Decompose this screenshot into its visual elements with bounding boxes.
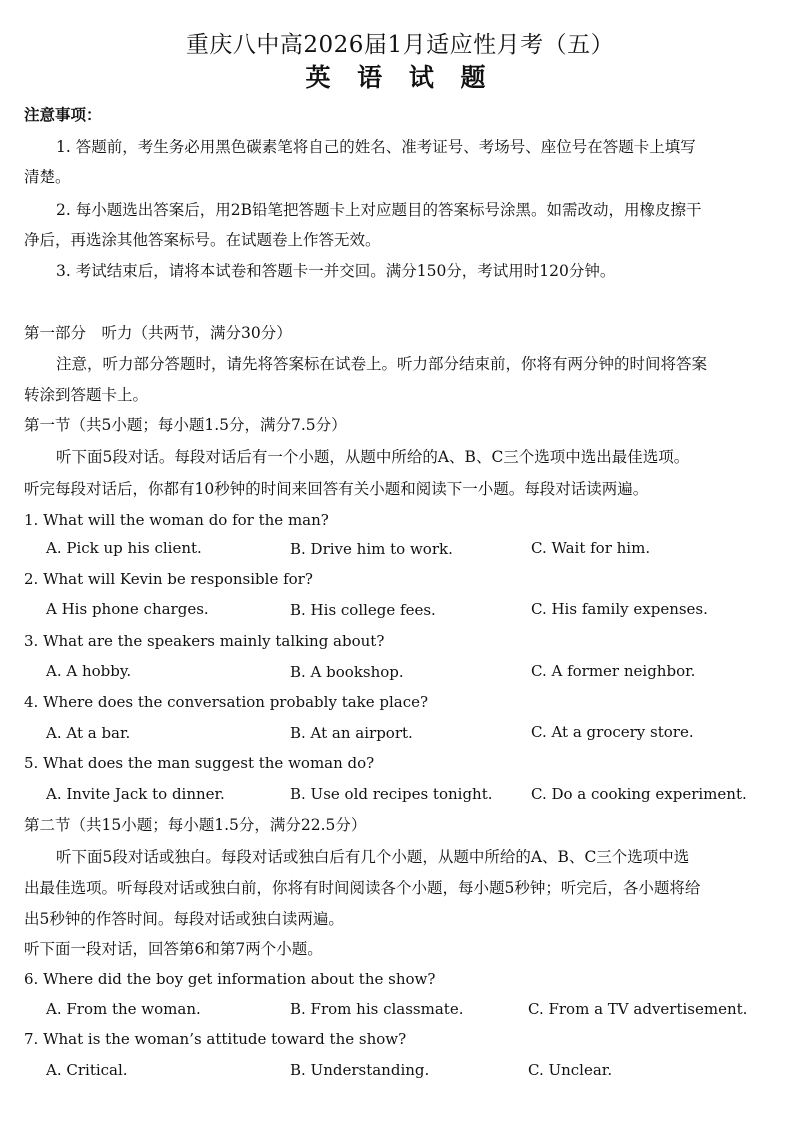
notice-item-1-cont: 清楚。 <box>24 168 71 186</box>
notice-item-3: 3. 考试结束后，请将本试卷和答题卡一并交回。满分150分，考试用时120分钟。 <box>56 262 616 280</box>
notice-item-2: 2. 每小题选出答案后，用2B铅笔把答题卡上对应题目的答案标号涂黑。如需改动，用橡皮擦干 <box>56 201 702 219</box>
section2-intro: 听下面5段对话或独白。每段对话或独白后有几个小题，从题中所给的A、B、C三个选项中选 <box>56 848 690 866</box>
section1-intro: 听下面5段对话。每段对话后有一个小题，从题中所给的A、B、C三个选项中选出最佳选项。 <box>56 448 690 466</box>
section1-intro-cont: 听完每段对话后，你都有10秒钟的时间来回答有关小题和阅读下一小题。每段对话读两遍。 <box>24 480 649 498</box>
question-4-option-c: C. At a grocery store. <box>531 723 694 741</box>
question-6-stem: 6. Where did the boy get information about the show? <box>24 970 436 988</box>
question-5-option-c: C. Do a cooking experiment. <box>531 785 747 803</box>
notice-item-2-cont: 净后，再选涂其他答案标号。在试题卷上作答无效。 <box>24 231 381 249</box>
question-7-option-a: A. Critical. <box>46 1061 128 1079</box>
notice-item-1: 1. 答题前，考生务必用黑色碳素笔将自己的姓名、准考证号、考场号、座位号在答题卡上填写 <box>56 138 696 156</box>
section1-heading: 第一节（共5小题；每小题1.5分，满分7.5分） <box>24 416 347 434</box>
question-3-stem: 3. What are the speakers mainly talking about? <box>24 632 385 650</box>
question-2-option-a: A His phone charges. <box>46 600 209 618</box>
part1-intro-cont: 转涂到答题卡上。 <box>24 386 149 404</box>
exam-subject: 英 语 试 题 <box>305 63 495 92</box>
question-3-option-a: A. A hobby. <box>46 662 132 680</box>
question-7-option-b: B. Understanding. <box>290 1061 430 1079</box>
question-1-stem: 1. What will the woman do for the man? <box>24 511 329 529</box>
question-4-option-b: B. At an airport. <box>290 724 413 742</box>
part1-intro: 注意，听力部分答题时，请先将答案标在试卷上。听力部分结束前，你将有两分钟的时间将答案 <box>56 355 708 373</box>
part1-heading: 第一部分 听力（共两节，满分30分） <box>24 324 292 342</box>
exam-title: 重庆八中高2026届1月适应性月考（五） <box>185 32 615 58</box>
question-5-option-b: B. Use old recipes tonight. <box>290 785 493 803</box>
question-6-option-a: A. From the woman. <box>46 1000 201 1018</box>
section2-intro-cont-1: 出最佳选项。听每段对话或独白前，你将有时间阅读各个小题，每小题5秒钟；听完后，各小题将给 <box>24 879 701 897</box>
question-6-option-c: C. From a TV advertisement. <box>528 1000 748 1018</box>
question-2-stem: 2. What will Kevin be responsible for? <box>24 570 313 588</box>
question-5-stem: 5. What does the man suggest the woman do? <box>24 754 375 772</box>
question-2-option-b: B. His college fees. <box>290 601 436 619</box>
question-3-option-b: B. A bookshop. <box>290 663 404 681</box>
question-4-stem: 4. Where does the conversation probably take place? <box>24 693 429 711</box>
section2-heading: 第二节（共15小题；每小题1.5分，满分22.5分） <box>24 816 367 834</box>
notice-heading: 注意事项： <box>24 105 102 124</box>
question-3-option-c: C. A former neighbor. <box>531 662 696 680</box>
question-2-option-c: C. His family expenses. <box>531 600 708 618</box>
dialogue-note: 听下面一段对话，回答第6和第7两个小题。 <box>24 940 323 958</box>
question-7-option-c: C. Unclear. <box>528 1061 613 1079</box>
question-7-stem: 7. What is the woman’s attitude toward the show? <box>24 1030 407 1048</box>
question-1-option-b: B. Drive him to work. <box>290 540 453 558</box>
question-1-option-a: A. Pick up his client. <box>46 539 202 557</box>
section2-intro-cont-2: 出5秒钟的作答时间。每段对话或独白读两遍。 <box>24 910 344 928</box>
question-1-option-c: C. Wait for him. <box>531 539 651 557</box>
question-6-option-b: B. From his classmate. <box>290 1000 464 1018</box>
question-4-option-a: A. At a bar. <box>46 724 131 742</box>
question-5-option-a: A. Invite Jack to dinner. <box>46 785 225 803</box>
